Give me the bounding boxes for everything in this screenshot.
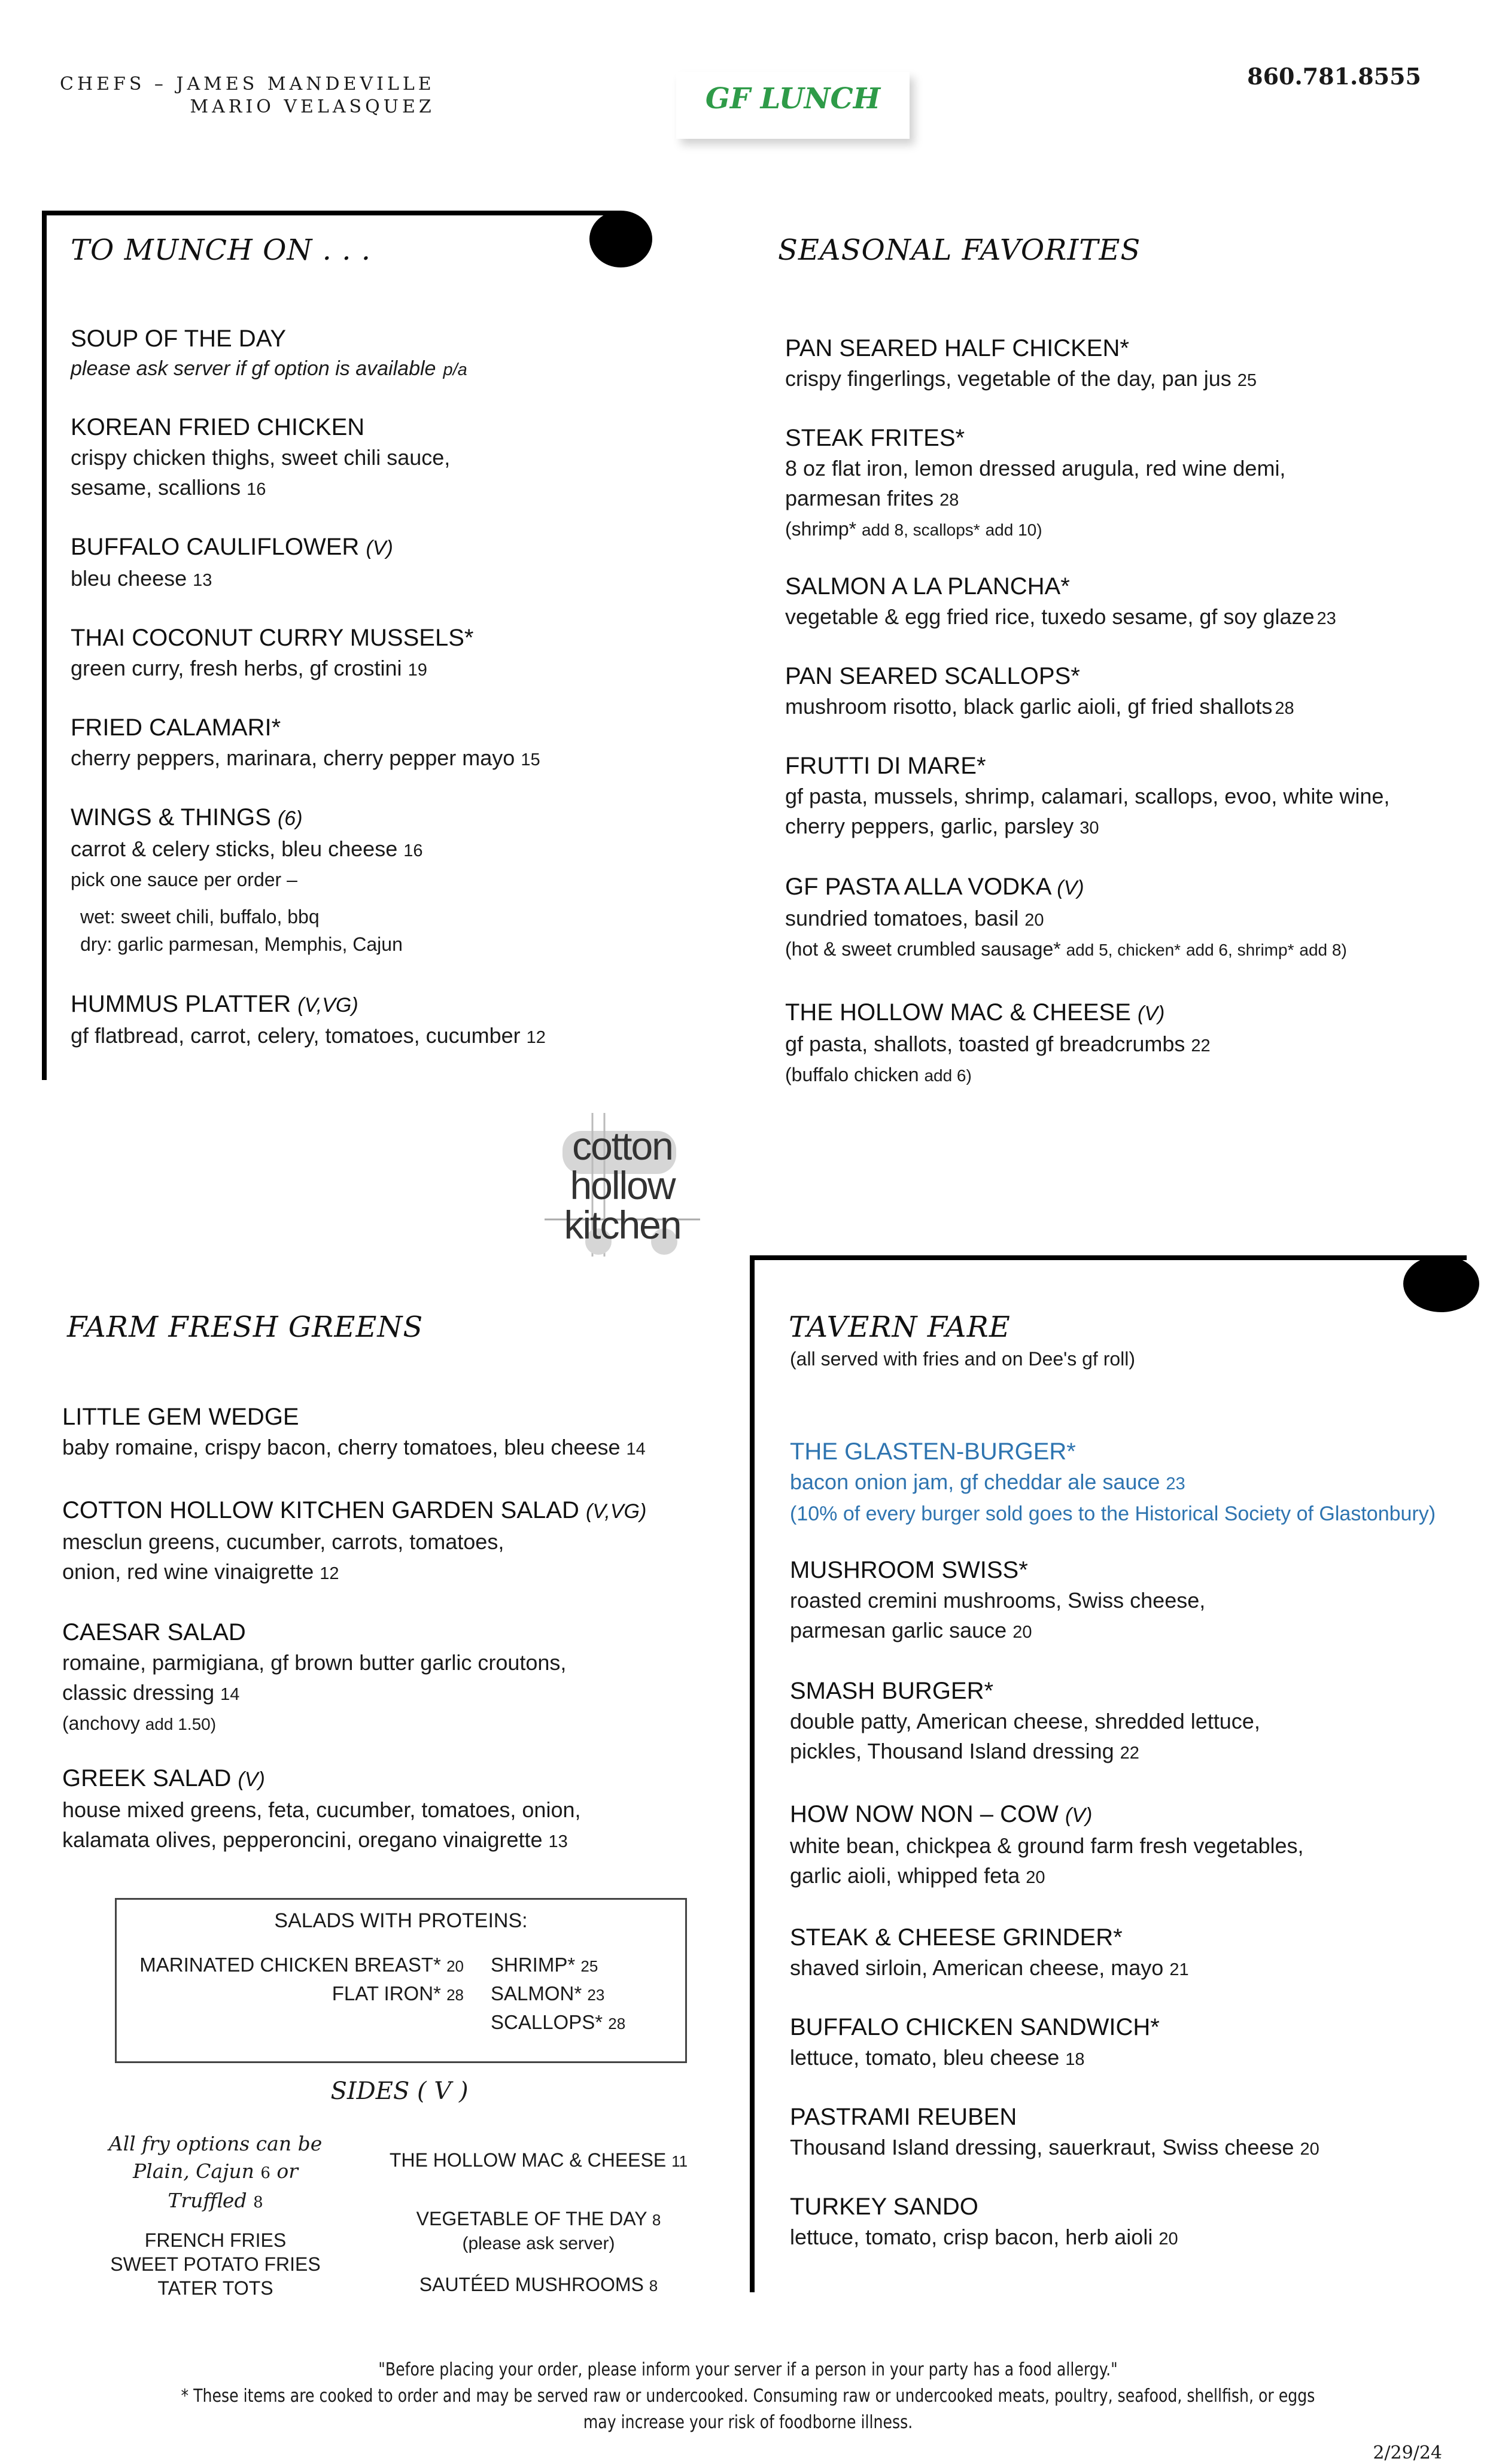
fries-item: SWEET POTATO FRIES [110, 2253, 321, 2275]
item-name: STEAK & CHEESE GRINDER* [790, 1924, 1123, 1951]
menu-item [790, 2101, 1319, 2164]
fry-options-note [90, 2130, 341, 2216]
item-name: SALMON A LA PLANCHA* [785, 573, 1070, 600]
menu-item [785, 422, 1285, 544]
protein-price: 28 [608, 2015, 626, 2033]
item-desc: crispy fingerlings, vegetable of the day, pan jus [785, 366, 1232, 391]
fry-note-or: or [276, 2159, 299, 2183]
item-note: add 8) [1299, 941, 1347, 959]
item-name: PAN SEARED SCALLOPS* [785, 663, 1080, 689]
item-desc: white bean, chickpea & ground farm fresh vegetables, [790, 1833, 1304, 1858]
item-price: 14 [626, 1440, 646, 1459]
menu-item [790, 1922, 1189, 1985]
item-tag: (V) [1138, 1002, 1165, 1025]
menu-item [790, 2012, 1160, 2074]
item-price: 13 [548, 1832, 568, 1851]
item-name: STEAK FRITES* [785, 425, 965, 451]
item-desc: gf pasta, shallots, toasted gf breadcrumbs [785, 1032, 1185, 1056]
item-desc: lettuce, tomato, crisp bacon, herb aioli [790, 2225, 1153, 2249]
item-note: add 6, shrimp* [1185, 941, 1294, 959]
item-desc: double patty, American cheese, shredded lettuce, [790, 1709, 1260, 1733]
item-desc: shaved sirloin, American cheese, mayo [790, 1955, 1164, 1980]
menu-item [71, 323, 467, 384]
item-desc: mushroom risotto, black garlic aioli, gf fried shallots [785, 694, 1273, 719]
menu-item [785, 997, 1211, 1090]
item-name: THAI COCONUT CURRY MUSSELS* [71, 625, 474, 651]
item-name: HUMMUS PLATTER [71, 991, 291, 1017]
menu-item [785, 661, 1294, 723]
item-note: (10% of every burger sold goes to the Historical Society of Glastonbury) [790, 1502, 1436, 1525]
item-price: 28 [939, 491, 959, 510]
item-desc: 8 oz flat iron, lemon dressed arugula, red wine demi, [785, 456, 1286, 480]
item-name: WINGS & THINGS [71, 804, 271, 831]
menu-item [790, 2191, 1178, 2254]
item-desc: roasted cremini mushrooms, Swiss cheese, [790, 1588, 1206, 1613]
item-desc: Thousand Island dressing, sauerkraut, Swiss cheese [790, 2135, 1294, 2159]
item-tag: (V,VG) [297, 994, 358, 1017]
item-price: 30 [1080, 819, 1099, 838]
greens-title: FARM FRESH GREENS [67, 1310, 424, 1344]
item-name: GREEK SALAD [62, 1765, 232, 1791]
menu-item [71, 988, 546, 1052]
item-price: p/a [443, 360, 467, 379]
item-desc: house mixed greens, feta, cucumber, tomatoes, onion, [62, 1797, 581, 1822]
menu-item [71, 802, 423, 958]
item-note: (hot & sweet crumbled sausage* [785, 938, 1061, 960]
item-name: COTTON HOLLOW KITCHEN GARDEN SALAD [62, 1497, 579, 1523]
tavern-subtitle: (all served with fries and on Dee's gf roll) [790, 1348, 1136, 1370]
item-price: 22 [1191, 1036, 1211, 1055]
phone-number: 860.781.8555 [1247, 63, 1421, 90]
item-desc: bacon onion jam, gf cheddar ale sauce [790, 1470, 1160, 1494]
item-price: 20 [1159, 2229, 1178, 2249]
fry-note-line: Plain, Cajun [132, 2159, 254, 2183]
item-name: SOUP OF THE DAY [71, 326, 287, 352]
fry-note-line: Truffled [168, 2189, 247, 2212]
item-name: THE HOLLOW MAC & CHEESE [785, 999, 1131, 1026]
fry-note-price: 8 [253, 2194, 263, 2211]
item-name: PASTRAMI REUBEN [790, 2104, 1017, 2130]
item-name: LITTLE GEM WEDGE [62, 1404, 299, 1430]
item-note: pick one sauce per order – [71, 869, 297, 890]
item-name: HOW NOW NON – COW [790, 1801, 1059, 1827]
side-name: VEGETABLE OF THE DAY [416, 2208, 647, 2229]
item-name: FRIED CALAMARI* [71, 714, 281, 741]
protein-price: 20 [446, 1957, 464, 1975]
chefs-line-1: CHEFS – JAMES MANDEVILLE [60, 74, 435, 95]
item-price: 18 [1065, 2050, 1085, 2069]
item-desc: classic dressing [62, 1680, 215, 1705]
item-price: 12 [526, 1028, 546, 1047]
menu-item [790, 1799, 1304, 1893]
menu-item [62, 1495, 646, 1589]
side-mush [371, 2273, 706, 2298]
item-desc: onion, red wine vinaigrette [62, 1559, 314, 1584]
item-desc: lettuce, tomato, bleu cheese [790, 2045, 1060, 2070]
munch-title: TO MUNCH ON . . . [71, 233, 371, 267]
item-desc: romaine, parmigiana, gf brown butter garlic croutons, [62, 1650, 567, 1675]
item-desc: carrot & celery sticks, bleu cheese [71, 836, 398, 861]
fries-list [90, 2228, 341, 2300]
item-price: 23 [1316, 609, 1336, 628]
item-desc: gf pasta, mussels, shrimp, calamari, scallops, evoo, white wine, [785, 784, 1390, 808]
item-desc: crispy chicken thighs, sweet chili sauce, [71, 445, 451, 470]
item-note: add 6) [924, 1066, 972, 1085]
item-price: 14 [220, 1685, 240, 1704]
item-desc: parmesan frites [785, 486, 934, 510]
protein-price: 25 [580, 1957, 598, 1975]
menu-item [71, 531, 393, 595]
item-price: 21 [1169, 1960, 1189, 1979]
item-desc: parmesan garlic sauce [790, 1618, 1007, 1642]
item-price: 20 [1024, 911, 1044, 930]
item-desc: bleu cheese [71, 566, 187, 591]
item-price: 16 [403, 841, 423, 860]
allergy-notice: "Before placing your order, please inform your server if a person in your party has a food allergy." [378, 2359, 1118, 2380]
item-tag: (V,VG) [585, 1500, 647, 1523]
logo-line-3: kitchen [564, 1203, 681, 1247]
item-desc: cherry peppers, marinara, cherry pepper mayo [71, 746, 515, 770]
menu-item [790, 1555, 1205, 1647]
item-name: BUFFALO CHICKEN SANDWICH* [790, 2014, 1160, 2040]
protein-name: SHRIMP* [491, 1954, 576, 1976]
item-price: 25 [1237, 371, 1257, 390]
fry-note-price: 6 [260, 2164, 270, 2182]
item-price: 28 [1275, 699, 1294, 718]
protein-name: SCALLOPS* [491, 2011, 603, 2033]
item-tag: (V) [1065, 1804, 1093, 1827]
menu-item [62, 1617, 566, 1738]
item-desc: gf flatbread, carrot, celery, tomatoes, cucumber [71, 1023, 521, 1048]
menu-item [62, 1401, 646, 1464]
menu-item [785, 750, 1389, 843]
menu-item [71, 412, 450, 504]
side-price: 11 [671, 2152, 688, 2170]
item-price: 20 [1026, 1868, 1045, 1887]
item-desc: please ask server if gf option is available [71, 357, 436, 380]
item-name: MUSHROOM SWISS* [790, 1557, 1028, 1583]
menu-date: 2/29/24 [1373, 2442, 1442, 2463]
protein-price: 28 [446, 1986, 464, 2004]
item-tag: (V) [1057, 877, 1084, 899]
item-tag: (V) [238, 1768, 265, 1791]
item-price: 13 [193, 571, 212, 590]
munch-dot [589, 211, 652, 267]
side-note: (please ask server) [462, 2234, 615, 2253]
item-note: add 5, chicken* [1066, 941, 1181, 959]
fries-item: FRENCH FRIES [144, 2229, 287, 2251]
menu-item [62, 1763, 581, 1857]
item-price: 22 [1120, 1744, 1139, 1763]
item-name: KOREAN FRIED CHICKEN [71, 414, 365, 440]
item-price: 23 [1166, 1474, 1185, 1493]
side-mac [371, 2148, 706, 2173]
protein-name: FLAT IRON* [332, 1982, 441, 2004]
item-name: TURKEY SANDO [790, 2194, 978, 2220]
menu-item [785, 333, 1257, 396]
item-note: (anchovy [62, 1712, 140, 1734]
item-desc: pickles, Thousand Island dressing [790, 1739, 1114, 1763]
side-price: 8 [652, 2211, 661, 2229]
tavern-title: TAVERN FARE [789, 1310, 1011, 1344]
sides-title: SIDES ( V ) [330, 2077, 469, 2105]
logo-line-1: cotton [572, 1124, 673, 1168]
raw-food-warning-cont: may increase your risk of foodborne illness. [583, 2412, 913, 2433]
raw-food-warning: * These items are cooked to order and may be served raw or undercooked. Consuming raw or undercooked meats, poultry, seafood, shellfish, or eggs [181, 2386, 1315, 2407]
protein-name: SALMON* [491, 1982, 582, 2004]
side-name: SAUTÉED MUSHROOMS [419, 2274, 644, 2295]
fry-note-line: All fry options can be [108, 2132, 323, 2155]
logo-line-2: hollow [570, 1163, 675, 1207]
side-price: 8 [649, 2277, 658, 2295]
item-tag: (V) [366, 537, 393, 559]
chefs-credit [60, 73, 435, 118]
menu-item [71, 712, 540, 775]
item-price: 19 [408, 661, 427, 680]
item-name: FRUTTI DI MARE* [785, 753, 986, 779]
item-note: (buffalo chicken [785, 1064, 919, 1085]
protein-price: 23 [587, 1986, 605, 2004]
item-price: 12 [320, 1564, 339, 1583]
side-veg [371, 2207, 706, 2256]
logo [539, 1113, 706, 1257]
item-note: add 10) [985, 521, 1042, 539]
sauce-wet: wet: sweet chili, buffalo, bbq [80, 906, 320, 927]
proteins-title: SALADS WITH PROTEINS: [274, 1909, 528, 1932]
proteins-box [115, 1898, 687, 2063]
fries-item: TATER TOTS [157, 2277, 273, 2299]
item-price: 15 [521, 750, 540, 769]
item-name: CAESAR SALAD [62, 1619, 246, 1645]
chefs-line-2: MARIO VELASQUEZ [190, 96, 435, 117]
item-note: add 8, scallops* [862, 521, 980, 539]
item-name: BUFFALO CAULIFLOWER [71, 534, 360, 560]
item-desc: sesame, scallions [71, 475, 241, 500]
item-price: 20 [1300, 2140, 1319, 2159]
item-desc: kalamata olives, pepperoncini, oregano vinaigrette [62, 1827, 543, 1852]
item-desc: mesclun greens, cucumber, carrots, tomatoes, [62, 1529, 504, 1554]
item-name: GF PASTA ALLA VODKA [785, 874, 1051, 900]
item-price: 16 [247, 480, 266, 499]
menu-title: GF LUNCH [676, 72, 910, 139]
item-desc: vegetable & egg fried rice, tuxedo sesame, gf soy glaze [785, 604, 1315, 629]
item-note: (shrimp* [785, 518, 857, 540]
side-name: THE HOLLOW MAC & CHEESE [389, 2149, 667, 2171]
menu-item [785, 871, 1347, 964]
item-note: add 1.50) [145, 1715, 217, 1733]
item-name: SMASH BURGER* [790, 1678, 994, 1704]
menu-item [71, 622, 473, 685]
item-price: 20 [1012, 1623, 1032, 1642]
item-desc: cherry peppers, garlic, parsley [785, 814, 1074, 838]
item-desc: green curry, fresh herbs, gf crostini [71, 656, 402, 680]
item-desc: sundried tomatoes, basil [785, 906, 1019, 930]
item-name: PAN SEARED HALF CHICKEN* [785, 335, 1129, 361]
sauce-dry: dry: garlic parmesan, Memphis, Cajun [80, 933, 403, 955]
menu-item [785, 571, 1336, 634]
item-desc: baby romaine, crispy bacon, cherry tomatoes, bleu cheese [62, 1435, 621, 1459]
tavern-dot [1403, 1255, 1479, 1312]
menu-item [790, 1675, 1260, 1768]
seasonal-title: SEASONAL FAVORITES [778, 233, 1141, 267]
item-desc: garlic aioli, whipped feta [790, 1863, 1020, 1888]
menu-item [790, 1436, 1436, 1529]
protein-name: MARINATED CHICKEN BREAST* [139, 1954, 441, 1976]
item-tag: (6) [277, 807, 303, 830]
item-name: THE GLASTEN-BURGER* [790, 1438, 1076, 1465]
